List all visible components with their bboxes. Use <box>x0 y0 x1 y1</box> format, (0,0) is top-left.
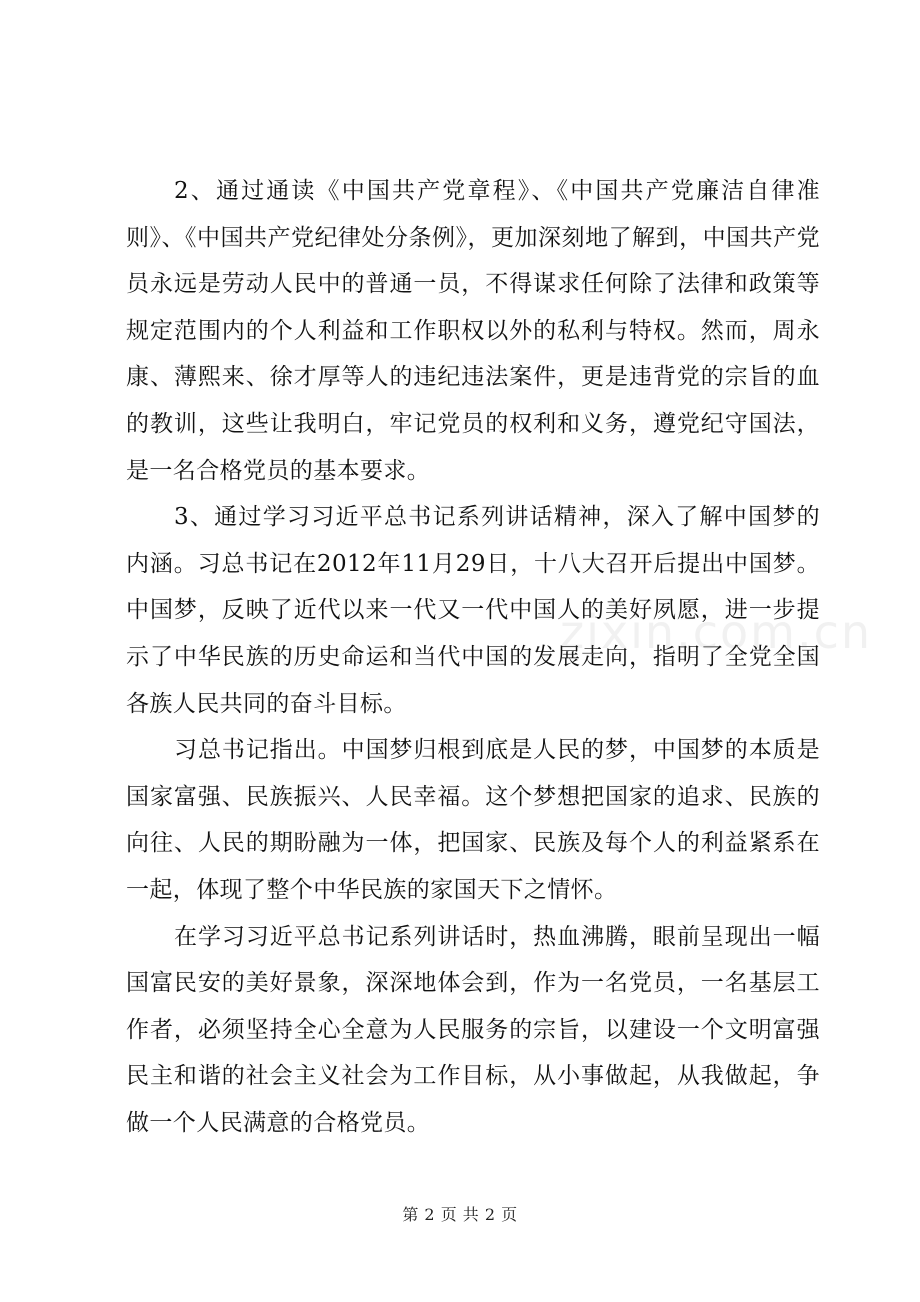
watermark: zixin.com.cn <box>560 605 873 659</box>
paragraph-4: 在学习习近平总书记系列讲话时，热血沸腾，眼前呈现出一幅国富民安的美好景象，深深地体会到，作为一名党员，一名基层工作者，必须坚持全心全意为人民服务的宗旨，以建设一个文明富强民主和谐的社会主义社会为工作目标，从小事做起，从我做起，争做一个人民满意的合格党员。 <box>126 923 820 1136</box>
page-footer: 第 2 页 共 2 页 <box>402 1205 518 1224</box>
document-body <box>126 168 820 1146</box>
paragraph-2: 3、通过学习习近平总书记系列讲话精神，深入了解中国梦的内涵。习总书记在2012年11月29日，十八大召开后提出中国梦。中国梦，反映了近代以来一代又一代中国人的美好夙愿，进一步提示了中华民族的历史命运和当代中国的发展走向，指明了全党全国各族人民共同的奋斗目标。 <box>126 504 820 717</box>
paragraph-1: 2、通过通读《中国共产党章程》、《中国共产党廉洁自律准则》、《中国共产党纪律处分条例》，更加深刻地了解到，中国共产党员永远是劳动人民中的普通一员，不得谋求任何除了法律和政策等规定范围内的个人利益和工作职权以外的私利与特权。然而，周永康、薄熙来、徐才厚等人的违纪违法案件，更是违背党的宗旨的血的教训，这些让我明白，牢记党员的权利和义务，遵党纪守国法，是一名合格党员的基本要求。 <box>126 178 820 484</box>
paragraph-3: 习总书记指出。中国梦归根到底是人民的梦，中国梦的本质是国家富强、民族振兴、人民幸福。这个梦想把国家的追求、民族的向往、人民的期盼融为一体，把国家、民族及每个人的利益紧系在一起，体现了整个中华民族的家国天下之情怀。 <box>126 737 820 903</box>
